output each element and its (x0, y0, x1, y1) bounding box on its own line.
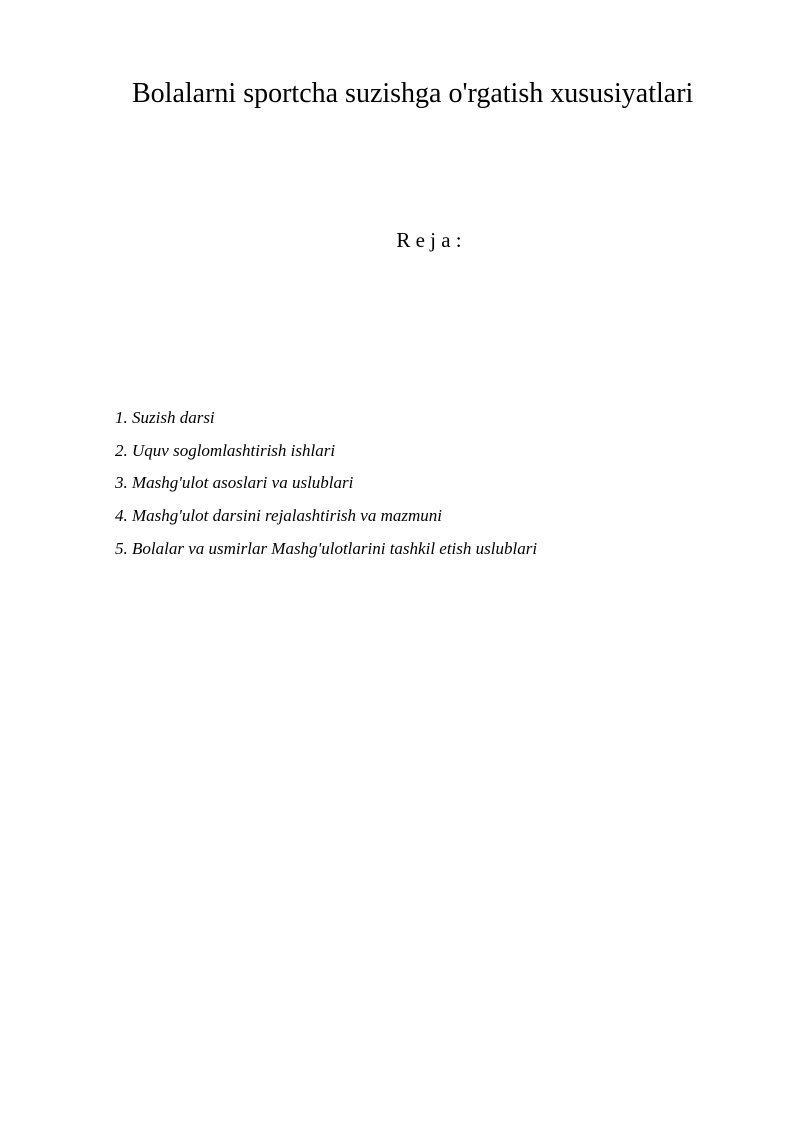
document-title: Bolalarni sportcha suzishga o'rgatish xususiyatlari (132, 78, 694, 109)
plan-heading: R e j a : (396, 228, 462, 252)
plan-item: 1. Suzish darsi (115, 408, 215, 427)
plan-item: 2. Uquv soglomlashtirish ishlari (115, 440, 336, 460)
plan-item: 3. Mashg'ulot asoslari va uslublari (115, 473, 354, 493)
plan-item: 5. Bolalar va usmirlar Mashg'ulotlarini tashkil etish uslublari (115, 538, 538, 558)
plan-item: 4. Mashg'ulot darsini rejalashtirish va mazmuni (115, 506, 442, 526)
plan-list (115, 407, 537, 570)
